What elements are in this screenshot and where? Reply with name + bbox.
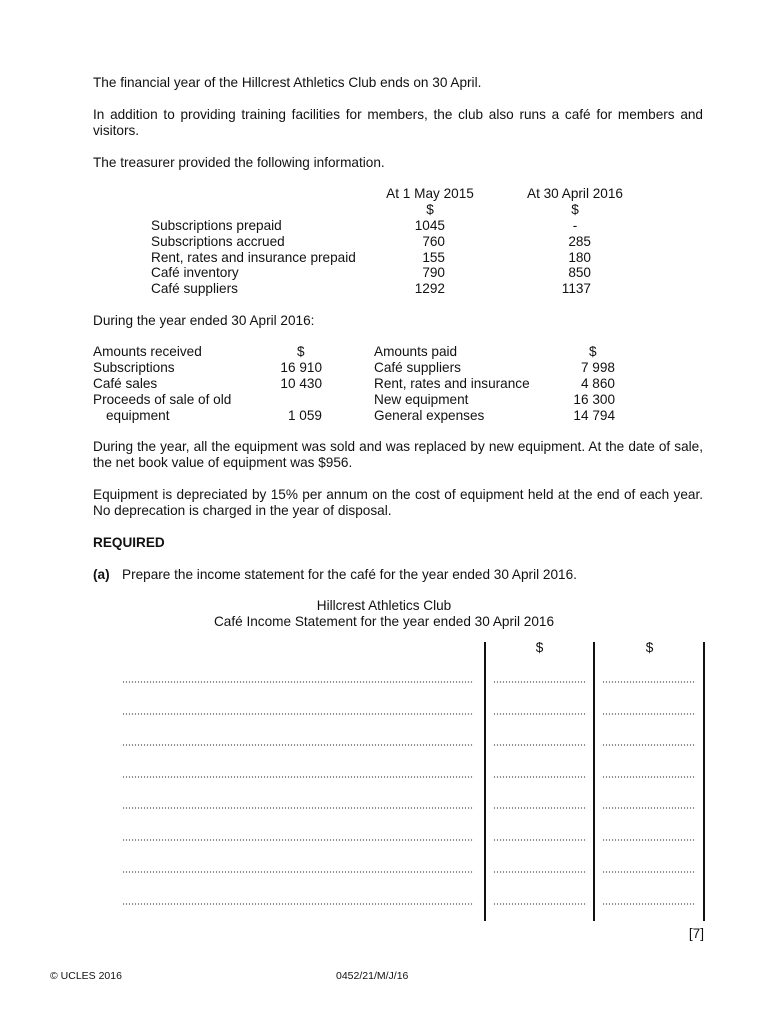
- answer-line-amount-2[interactable]: [602, 713, 696, 715]
- answer-line-amount-2[interactable]: [602, 776, 696, 778]
- answer-line-amount-2[interactable]: [602, 871, 696, 873]
- balances-row-end: -: [572, 218, 578, 233]
- received-row-label: Café sales: [93, 376, 158, 391]
- received-row-label: equipment: [106, 408, 170, 423]
- answer-line-description[interactable]: [122, 744, 474, 746]
- paid-row-value: 14 794: [573, 408, 615, 423]
- balances-row-start: 1045: [414, 218, 445, 233]
- answer-line-description[interactable]: [122, 681, 474, 683]
- answer-line-description[interactable]: [122, 839, 474, 841]
- footer-copyright: © UCLES 2016: [50, 970, 122, 982]
- answer-column-divider: [703, 642, 705, 921]
- balances-row-end: 285: [568, 234, 591, 249]
- note-paragraph-1: During the year, all the equipment was sold and was replaced by new equipment. At the date of sale, the net book value of equipment was $956.: [93, 439, 703, 470]
- answer-line-amount-2[interactable]: [602, 839, 696, 841]
- received-row-value: 16 910: [280, 360, 322, 375]
- answer-table-title: Hillcrest Athletics Club: [316, 598, 452, 613]
- balances-row-label: Subscriptions accrued: [151, 234, 285, 249]
- answer-line-amount-2[interactable]: [602, 903, 696, 905]
- balances-row-start: 155: [422, 250, 445, 265]
- answer-column-divider: [484, 642, 486, 921]
- balances-row-end: 1137: [561, 281, 591, 296]
- received-row-value: 1 059: [287, 408, 322, 423]
- balances-row-end: 850: [568, 265, 591, 280]
- received-row-value: 10 430: [280, 376, 322, 391]
- intro-paragraph-1: The financial year of the Hillcrest Athletics Club ends on 30 April.: [93, 75, 482, 90]
- paid-currency: $: [589, 344, 597, 359]
- paid-row-label: Rent, rates and insurance: [374, 376, 530, 391]
- balances-row-start: 1292: [414, 281, 445, 296]
- marks-label: [7]: [688, 926, 704, 941]
- answer-line-description[interactable]: [122, 776, 474, 778]
- answer-line-amount-2[interactable]: [602, 807, 696, 809]
- answer-line-description[interactable]: [122, 713, 474, 715]
- footer-code: 0452/21/M/J/16: [336, 970, 409, 982]
- paid-row-value: 16 300: [573, 392, 615, 407]
- balances-row-label: Café suppliers: [151, 281, 238, 296]
- answer-line-amount-2[interactable]: [602, 681, 696, 683]
- balances-row-end: 180: [568, 250, 591, 265]
- intro-paragraph-3: The treasurer provided the following information.: [93, 155, 385, 170]
- intro-paragraph-2: In addition to providing training facilities for members, the club also runs a café for members and visitors.: [93, 107, 703, 138]
- answer-line-description[interactable]: [122, 871, 474, 873]
- answer-line-description[interactable]: [122, 903, 474, 905]
- question-text: Prepare the income statement for the café for the year ended 30 April 2016.: [122, 567, 577, 582]
- paid-row-value: 4 860: [580, 376, 615, 391]
- balances-row-label: Rent, rates and insurance prepaid: [151, 250, 356, 265]
- paid-row-label: New equipment: [374, 392, 469, 407]
- received-currency: $: [297, 344, 305, 359]
- answer-line-description[interactable]: [122, 807, 474, 809]
- paid-heading: Amounts paid: [374, 344, 458, 359]
- paid-row-label: Café suppliers: [374, 360, 461, 375]
- received-row-label: Subscriptions: [93, 360, 175, 375]
- balances-row-start: 790: [422, 265, 445, 280]
- paid-row-label: General expenses: [374, 408, 485, 423]
- note-paragraph-2: Equipment is depreciated by 15% per annum on the cost of equipment held at the end of each year. No deprecation is charged in the year of disposal.: [93, 487, 703, 518]
- answer-line-amount-1[interactable]: [493, 744, 586, 746]
- answer-column-divider: [593, 642, 595, 921]
- required-label: REQUIRED: [93, 535, 165, 550]
- answer-line-amount-1[interactable]: [493, 903, 586, 905]
- question-label: (a): [93, 567, 110, 582]
- answer-table-subtitle: Café Income Statement for the year ended 30 April 2016: [213, 614, 555, 629]
- answer-col-header-2: $: [645, 640, 654, 655]
- answer-line-amount-1[interactable]: [493, 839, 586, 841]
- during-year-heading: During the year ended 30 April 2016:: [93, 313, 315, 328]
- balances-row-label: Café inventory: [151, 265, 239, 280]
- received-row-label: Proceeds of sale of old: [93, 392, 232, 407]
- answer-line-amount-1[interactable]: [493, 713, 586, 715]
- answer-line-amount-2[interactable]: [602, 744, 696, 746]
- answer-line-amount-1[interactable]: [493, 871, 586, 873]
- balances-currency-end: $: [571, 202, 579, 217]
- balances-header-start: At 1 May 2015: [386, 186, 474, 201]
- answer-col-header-1: $: [535, 640, 544, 655]
- paid-row-value: 7 998: [580, 360, 615, 375]
- answer-line-amount-1[interactable]: [493, 681, 586, 683]
- answer-line-amount-1[interactable]: [493, 807, 586, 809]
- balances-row-label: Subscriptions prepaid: [151, 218, 282, 233]
- received-heading: Amounts received: [93, 344, 202, 359]
- answer-line-amount-1[interactable]: [493, 776, 586, 778]
- balances-header-end: At 30 April 2016: [527, 186, 623, 201]
- balances-currency-start: $: [426, 202, 434, 217]
- balances-row-start: 760: [422, 234, 445, 249]
